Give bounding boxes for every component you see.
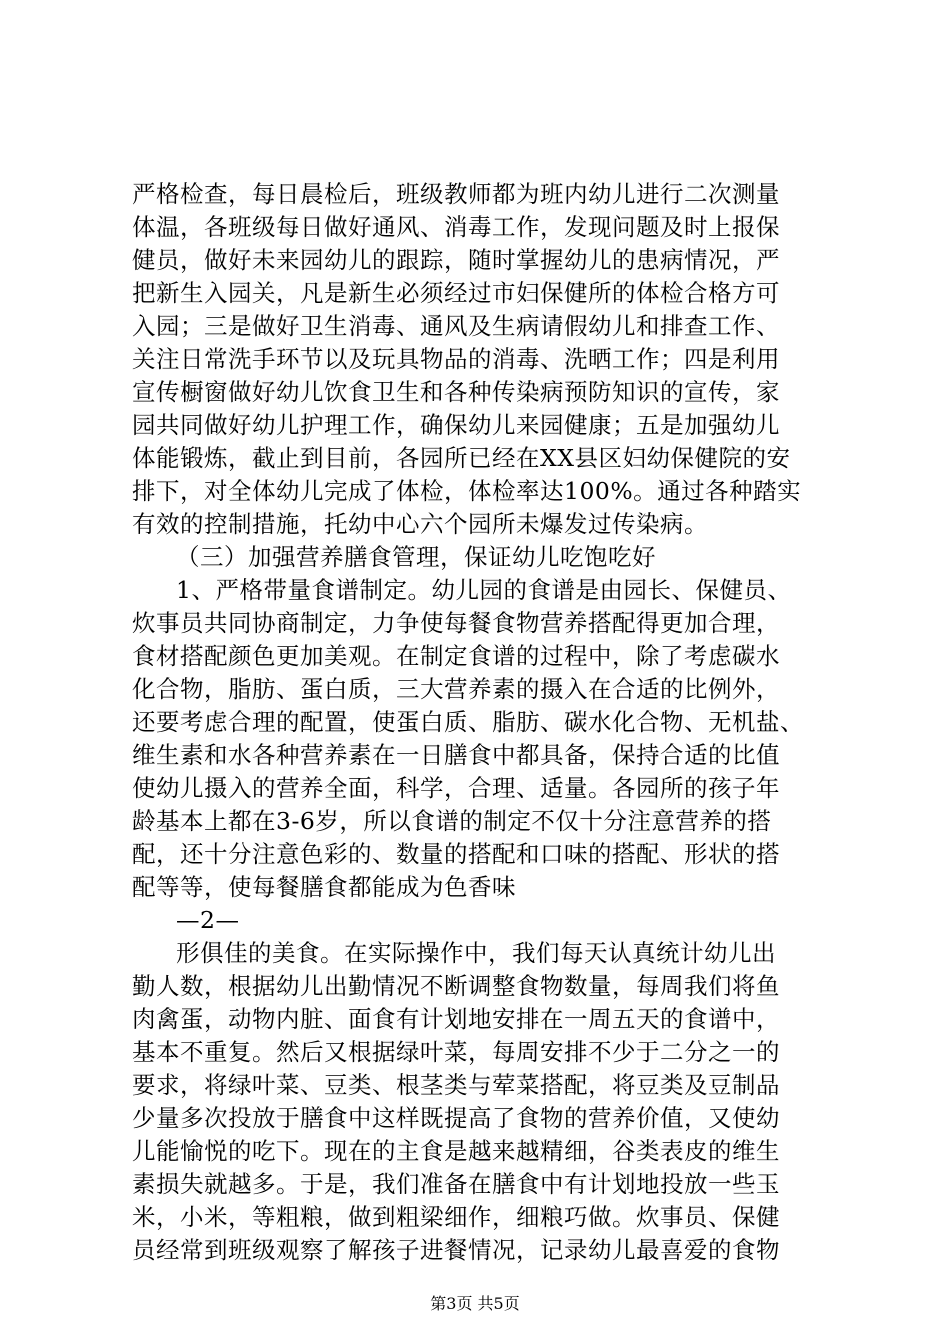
page-footer: 第3页 共5页 — [430, 1294, 520, 1313]
paragraph-line: 素损失就越多。于是，我们准备在膳食中有计划地投放一些玉 — [132, 1170, 780, 1198]
paragraph-line: 把新生入园关，凡是新生必须经过市妇保健所的体检合格方可 — [132, 279, 780, 307]
paragraph-line: 龄基本上都在3-6岁，所以食谱的制定不仅十分注意营养的搭 — [132, 807, 772, 835]
paragraph-line: 严格检查，每日晨检后，班级教师都为班内幼儿进行二次测量 — [132, 180, 780, 208]
paragraph-line: 基本不重复。然后又根据绿叶菜，每周安排不少于二分之一的 — [132, 1038, 780, 1066]
paragraph-line: 肉禽蛋，动物内脏、面食有计划地安排在一周五天的食谱中， — [132, 1005, 780, 1033]
paragraph-line: 入园；三是做好卫生消毒、通风及生病请假幼儿和排查工作、 — [132, 312, 780, 340]
paragraph-line: 少量多次投放于膳食中这样既提高了食物的营养价值，又使幼 — [132, 1104, 780, 1132]
paragraph-line: 儿能愉悦的吃下。现在的主食是越来越精细，谷类表皮的维生 — [132, 1137, 780, 1165]
paragraph-line: 健员，做好未来园幼儿的跟踪，随时掌握幼儿的患病情况，严 — [132, 246, 780, 274]
inline-page-number: —2— — [176, 906, 240, 934]
paragraph-line: 体温，各班级每日做好通风、消毒工作，发现问题及时上报保 — [132, 213, 780, 241]
paragraph-line: 有效的控制措施，托幼中心六个园所未爆发过传染病。 — [132, 510, 708, 538]
paragraph-line: 使幼儿摄入的营养全面，科学，合理、适量。各园所的孩子年 — [132, 774, 780, 802]
paragraph-line: 园共同做好幼儿护理工作，确保幼儿来园健康；五是加强幼儿 — [132, 411, 780, 439]
paragraph-line: 1、严格带量食谱制定。幼儿园的食谱是由园长、保健员、 — [176, 576, 792, 604]
paragraph-line: 维生素和水各种营养素在一日膳食中都具备，保持合适的比值 — [132, 741, 780, 769]
paragraph-line: 员经常到班级观察了解孩子进餐情况，记录幼儿最喜爱的食物 — [132, 1236, 780, 1264]
paragraph-line: 形俱佳的美食。在实际操作中，我们每天认真统计幼儿出 — [176, 939, 776, 967]
paragraph-line: 排下，对全体幼儿完成了体检，体检率达100%。通过各种踏实 — [132, 477, 802, 505]
paragraph-line: 勤人数，根据幼儿出勤情况不断调整食物数量，每周我们将鱼 — [132, 972, 780, 1000]
section-heading: （三）加强营养膳食管理，保证幼儿吃饱吃好 — [176, 543, 656, 571]
paragraph-line: 炊事员共同协商制定，力争使每餐食物营养搭配得更加合理， — [132, 609, 780, 637]
paragraph-line: 配等等，使每餐膳食都能成为色香味 — [132, 873, 516, 901]
paragraph-line: 食材搭配颜色更加美观。在制定食谱的过程中，除了考虑碳水 — [132, 642, 780, 670]
paragraph-line: 体能锻炼，截止到目前，各园所已经在XX县区妇幼保健院的安 — [132, 444, 791, 472]
paragraph-line: 要求，将绿叶菜、豆类、根茎类与荤菜搭配，将豆类及豆制品 — [132, 1071, 780, 1099]
paragraph-line: 还要考虑合理的配置，使蛋白质、脂肪、碳水化合物、无机盐、 — [132, 708, 804, 736]
paragraph-line: 化合物，脂肪、蛋白质，三大营养素的摄入在合适的比例外， — [132, 675, 780, 703]
paragraph-line: 关注日常洗手环节以及玩具物品的消毒、洗晒工作；四是利用 — [132, 345, 780, 373]
paragraph-line: 米，小米，等粗粮，做到粗梁细作，细粮巧做。炊事员、保健 — [132, 1203, 780, 1231]
paragraph-line: 配，还十分注意色彩的、数量的搭配和口味的搭配、形状的搭 — [132, 840, 780, 868]
paragraph-line: 宣传橱窗做好幼儿饮食卫生和各种传染病预防知识的宣传，家 — [132, 378, 780, 406]
